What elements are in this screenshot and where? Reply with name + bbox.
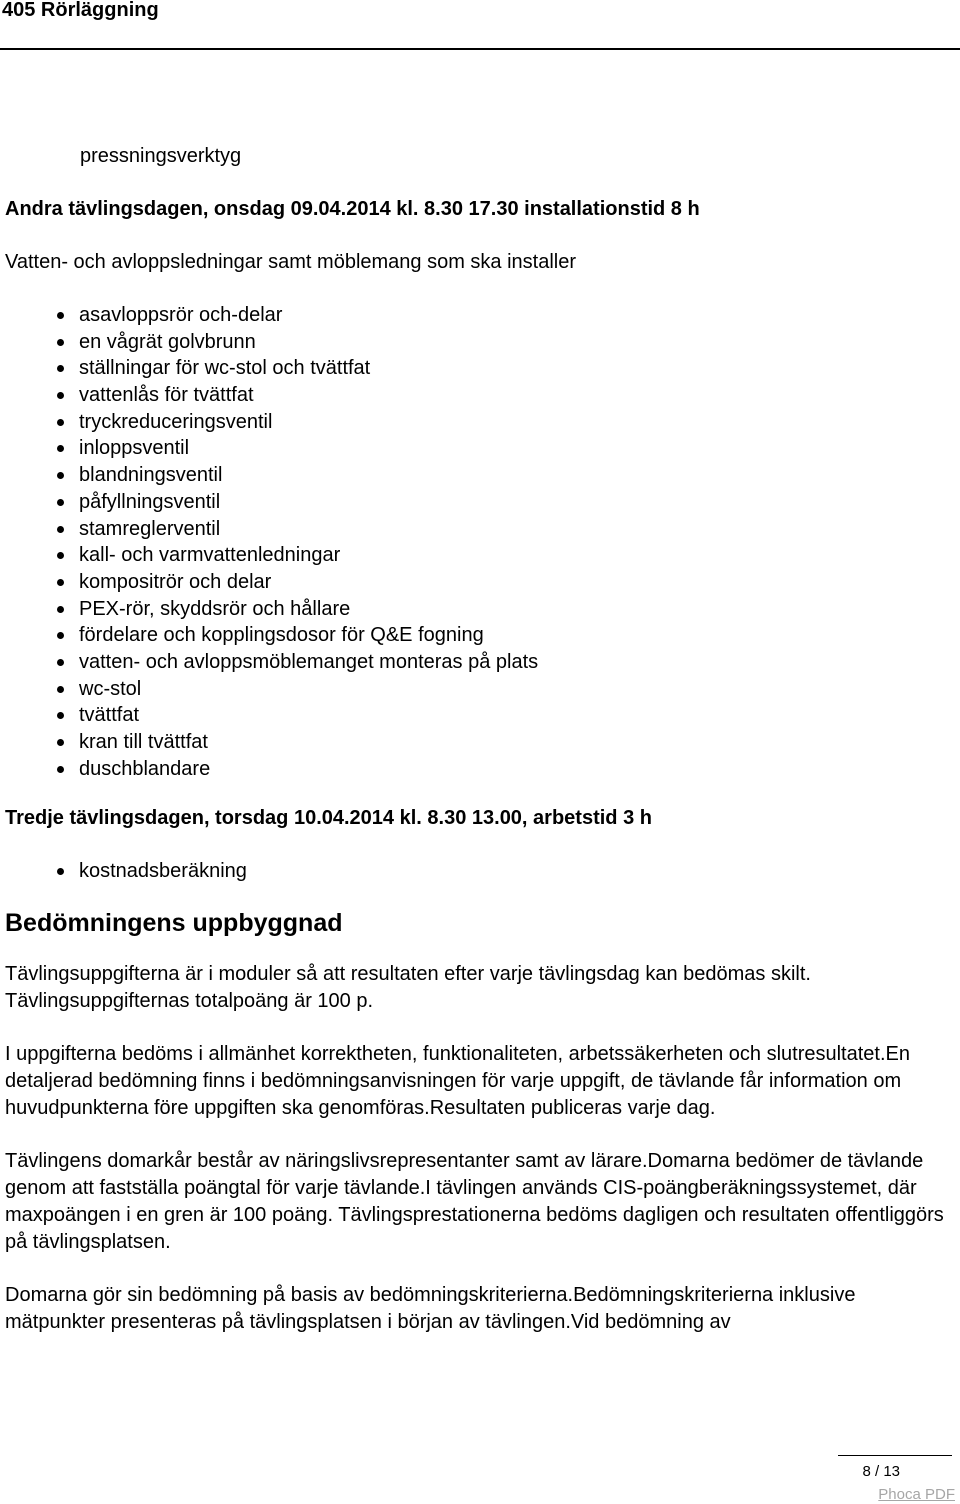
day3-list <box>5 858 950 885</box>
section-heading: Bedömningens uppbyggnad <box>5 909 343 938</box>
list-item: PEX-rör, skyddsrör och hållare <box>79 596 950 623</box>
list-item: kompositrör och delar <box>79 569 950 596</box>
header-divider <box>0 48 960 50</box>
day2-list <box>5 302 950 782</box>
paragraph: Tävlingsuppgifterna är i moduler så att resultaten efter varje tävlingsdag kan bedömas skilt. Tävlingsuppgifternas totalpoäng är 100 p. <box>5 963 811 1013</box>
list-item: en vågrät golvbrunn <box>79 329 950 356</box>
day3-heading: Tredje tävlingsdagen, torsdag 10.04.2014 kl. 8.30 13.00, arbetstid 3 h <box>5 807 652 830</box>
page-header-title: 405 Rörläggning <box>2 0 159 21</box>
list-item: stamreglerventil <box>79 516 950 543</box>
intro-item: pressningsverktyg <box>80 145 242 167</box>
list-item: påfyllningsventil <box>79 489 950 516</box>
list-item: kostnadsberäkning <box>79 858 950 885</box>
document-body <box>5 143 950 1362</box>
list-item: blandningsventil <box>79 462 950 489</box>
list-item: vatten- och avloppsmöblemanget monteras på plats <box>79 649 950 676</box>
list-item: kall- och varmvattenledningar <box>79 542 950 569</box>
list-item: tryckreduceringsventil <box>79 409 950 436</box>
footer-divider <box>838 1455 952 1456</box>
day2-heading: Andra tävlingsdagen, onsdag 09.04.2014 kl. 8.30 17.30 installationstid 8 h <box>5 198 700 220</box>
paragraph: Tävlingens domarkår består av näringslivsrepresentanter samt av lärare.Domarna bedömer de tävlande genom att fastställa poängtal för varje tävlande.I tävlingen används CIS-poängberäkningssystemet, där maxpoängen i en gren är 100 poäng. Tävlingsprestationerna bedöms dagligen och resultaten offentliggörs på tävlingsplatsen. <box>5 1150 944 1254</box>
list-item: tvättfat <box>79 702 950 729</box>
paragraph: Domarna gör sin bedömning på basis av bedömningskriterierna.Bedömningskriterierna inklusive mätpunkter presenteras på tävlingsplatsen i början av tävlingen.Vid bedömning av <box>5 1284 856 1334</box>
list-item: wc-stol <box>79 676 950 703</box>
list-item: vattenlås för tvättfat <box>79 382 950 409</box>
list-item: duschblandare <box>79 756 950 783</box>
list-item: fördelare och kopplingsdosor för Q&E fogning <box>79 622 950 649</box>
list-item: asavloppsrör och-delar <box>79 302 950 329</box>
pdf-credit-link[interactable]: Phoca PDF <box>878 1486 955 1503</box>
list-item: kran till tvättfat <box>79 729 950 756</box>
list-item: inloppsventil <box>79 435 950 462</box>
list-item: ställningar för wc-stol och tvättfat <box>79 355 950 382</box>
day2-intro: Vatten- och avloppsledningar samt möblemang som ska installer <box>5 251 577 273</box>
paragraph: I uppgifterna bedöms i allmänhet korrektheten, funktionaliteten, arbetssäkerheten och slutresultatet.En detaljerad bedömning finns i bedömningsanvisningen för varje uppgift, de tävlande får information om huvudpunkterna före uppgiften ska genomföras.Resultaten publiceras varje dag. <box>5 1043 910 1120</box>
page-number: 8 / 13 <box>862 1463 900 1480</box>
